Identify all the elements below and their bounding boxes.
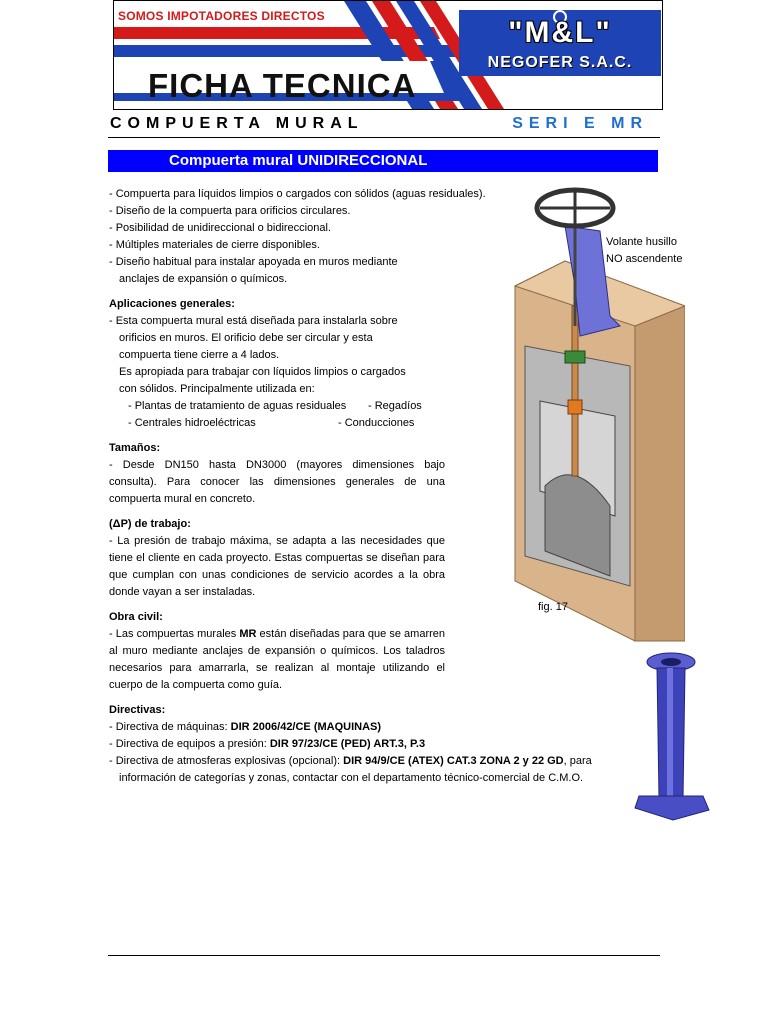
- obra-text: - Las compuertas murales MR están diseñadas para que se amarren al muro mediante anclajes de expansión o químicos. Los taladros necesarios para amarrarla, se realizan al montaje utilizando el cuerpo de la compuerta como guía.: [109, 628, 446, 691]
- uses-row: [109, 398, 445, 415]
- use-item: - Regadíos: [368, 400, 422, 412]
- aplicaciones-line: Es apropiada para trabajar con líquidos limpios o cargados: [119, 366, 406, 378]
- pedestal-illustration: [633, 648, 713, 823]
- title-row: [108, 113, 660, 138]
- header-banner: [113, 0, 663, 110]
- use-item: - Centrales hidroeléctricas: [128, 417, 256, 429]
- use-item: - Conducciones: [338, 417, 415, 429]
- figure-note: [606, 234, 682, 268]
- tamanos-heading: Tamaños:: [109, 442, 161, 454]
- directiva-continuation: información de categorías y zonas, contactar con el departamento técnico-comercial de C.M.O.: [119, 772, 584, 784]
- banner-title: FICHA TECNICA: [148, 67, 417, 104]
- logo-text: "M&L": [508, 16, 612, 49]
- company-logo: [459, 10, 661, 76]
- intro-item: - Diseño de la compuerta para orificios circulares.: [109, 205, 351, 217]
- intro-item: anclajes de expansión o químicos.: [119, 273, 288, 285]
- presion-heading: (ΔP) de trabajo:: [109, 518, 191, 530]
- banner-tagline: SOMOS IMPOTADORES DIRECTOS: [118, 9, 325, 23]
- aplicaciones-heading: Aplicaciones generales:: [109, 298, 235, 310]
- intro-item: - Diseño habitual para instalar apoyada en muros mediante: [109, 256, 398, 268]
- figure-caption: fig. 17: [538, 601, 568, 613]
- footer-rule: [108, 955, 660, 956]
- obra-model: MR: [239, 628, 257, 640]
- presion-text: - La presión de trabajo máxima, se adapta a las necesidades que tiene el cliente en cada proyecto. Estas compuertas se diseñan para que cumplan con unas condiciones de servicio acordes a la obra donde vayan a ser instaladas.: [109, 535, 445, 598]
- directivas-heading: Directivas:: [109, 704, 166, 716]
- aplicaciones-line: orificios en muros. El orificio debe ser circular y esta: [119, 332, 373, 344]
- figure-note-line: Volante husillo: [606, 236, 677, 248]
- directiva-item: - Directiva de equipos a presión: DIR 97/23/CE (PED) ART.3, P.3: [109, 738, 426, 750]
- tamanos-text: - Desde DN150 hasta DN3000 (mayores dimensiones bajo consulta). Para conocer las dimensiones generales de una compuerta mural en concreto.: [109, 459, 445, 505]
- section-bar: [108, 150, 658, 172]
- use-item: - Plantas de tratamiento de aguas residuales: [128, 400, 347, 412]
- product-title: COMPUERTA MURAL: [110, 115, 364, 132]
- uses-row: [109, 415, 445, 432]
- intro-item: - Posibilidad de unidireccional o bidireccional.: [109, 222, 331, 234]
- aplicaciones-line: con sólidos. Principalmente utilizada en:: [119, 383, 315, 395]
- series-title: SERI E MR: [512, 115, 648, 132]
- intro-item: - Múltiples materiales de cierre disponibles.: [109, 239, 320, 251]
- logo-company-name: NEGOFER S.A.C.: [487, 54, 633, 71]
- intro-item: - Compuerta para líquidos limpios o cargados con sólidos (aguas residuales).: [109, 188, 486, 200]
- aplicaciones-line: - Esta compuerta mural está diseñada para instalarla sobre: [109, 315, 398, 327]
- directiva-item: - Directiva de atmosferas explosivas (opcional): DIR 94/9/CE (ATEX) CAT.3 ZONA 2 y 22 GD, para: [109, 755, 592, 767]
- obra-heading: Obra civil:: [109, 611, 163, 623]
- section-bar-title: Compuerta mural UNIDIRECCIONAL: [169, 152, 428, 169]
- figure-note-line: NO ascendente: [606, 253, 683, 265]
- aplicaciones-line: compuerta tiene cierre a 4 lados.: [119, 349, 280, 361]
- directiva-item: - Directiva de máquinas: DIR 2006/42/CE (MAQUINAS): [109, 721, 382, 733]
